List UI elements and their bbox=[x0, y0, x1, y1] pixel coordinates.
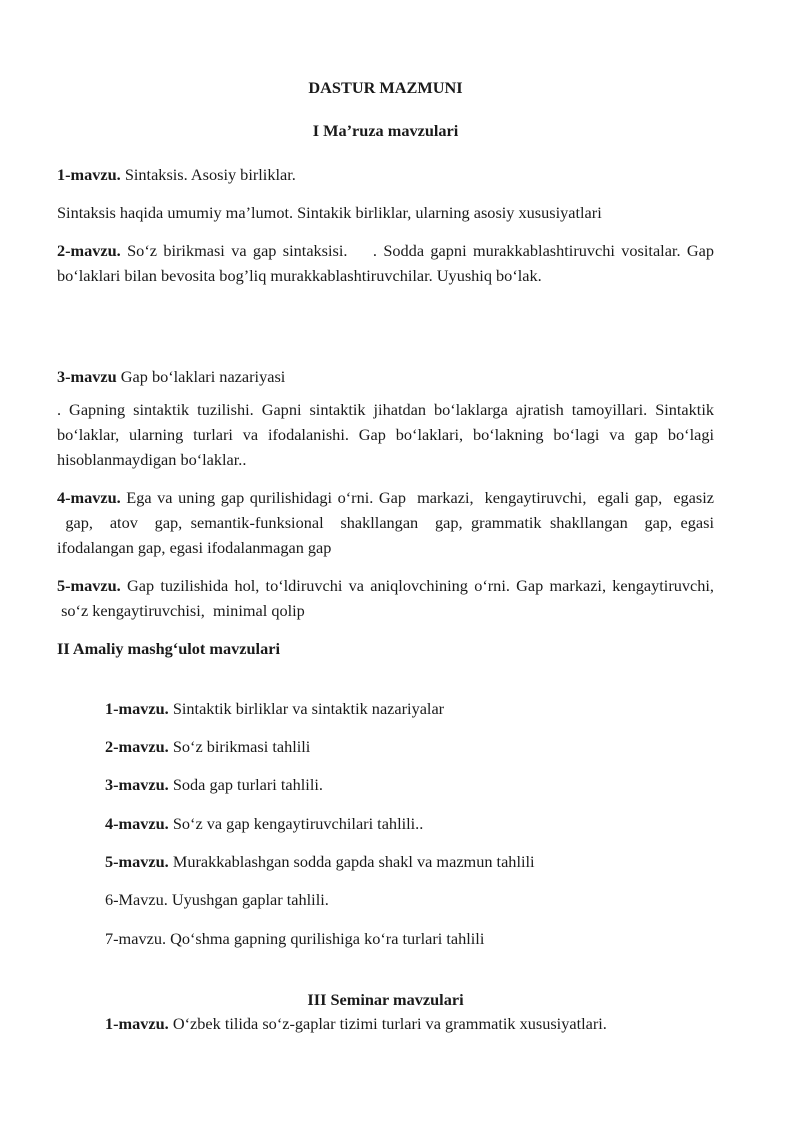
lecture-topic-3-description bbox=[57, 397, 714, 472]
topic-text: Sintaksis. Asosiy birliklar. bbox=[120, 165, 296, 184]
practical-topic-4 bbox=[105, 811, 725, 836]
topic-text: So‘z va gap kengaytiruvchilari tahlili.. bbox=[168, 814, 424, 833]
lecture-topic-5 bbox=[57, 573, 714, 623]
seminar-topic-1 bbox=[105, 1011, 725, 1036]
topic-label: 5-mavzu. bbox=[105, 852, 169, 871]
lecture-topic-2 bbox=[57, 238, 714, 288]
topic-label: 2-mavzu. bbox=[105, 737, 169, 756]
lecture-topic-4 bbox=[57, 485, 714, 560]
lecture-topic-1-description bbox=[57, 200, 714, 225]
topic-label: 3-mavzu. bbox=[105, 775, 169, 794]
topic-text: O‘zbek tilida so‘z-gaplar tizimi turlari va grammatik xususiyatlari. bbox=[168, 1014, 607, 1033]
lecture-topic-3 bbox=[57, 364, 714, 389]
lecture-topic-1 bbox=[57, 162, 714, 187]
topic-label: 4-mavzu. bbox=[105, 814, 169, 833]
topic-label: 1-mavzu. bbox=[57, 165, 121, 184]
section-heading-practical: II Amaliy mashg‘ulot mavzulari bbox=[57, 639, 280, 658]
topic-label: 4-mavzu. bbox=[57, 488, 121, 507]
topic-label: 2-mavzu. bbox=[57, 241, 121, 260]
topic-text: Murakkablashgan sodda gapda shakl va mazmun tahlili bbox=[168, 852, 535, 871]
practical-topic-1 bbox=[105, 696, 725, 721]
topic-text: Gap tuzilishida hol, to‘ldiruvchi va aniqlovchining o‘rni. Gap markazi, kengaytiruvchi, so‘z kengaytiruvchisi, minimal qolip bbox=[57, 576, 714, 620]
practical-topic-3 bbox=[105, 772, 725, 797]
practical-topic-2 bbox=[105, 734, 725, 759]
practical-topic-5 bbox=[105, 849, 725, 874]
topic-text: Sintaktik birliklar va sintaktik nazariyalar bbox=[168, 699, 445, 718]
document-title: DASTUR MAZMUNI bbox=[308, 78, 463, 97]
topic-label: 1-mavzu. bbox=[105, 699, 169, 718]
section-heading-lectures: I Ma’ruza mavzulari bbox=[312, 121, 459, 140]
topic-text: Gap bo‘laklari nazariyasi bbox=[116, 367, 286, 386]
topic-label: 5-mavzu. bbox=[57, 576, 121, 595]
topic-label: 3-mavzu bbox=[57, 367, 117, 386]
practical-topic-7 bbox=[105, 926, 725, 951]
topic-text: Soda gap turlari tahlili. bbox=[168, 775, 323, 794]
topic-label: 1-mavzu. bbox=[105, 1014, 169, 1033]
topic-text: . Gapning sintaktik tuzilishi. Gapni sintaktik jihatdan bo‘laklarga ajratish tamoyillari. Sintaktik bo‘laklar, ularning turlari va ifodalanishi. Gap bo‘laklari, bo‘lakning bo‘lagi va gap bo‘lagi hisoblanmaydigan bo‘laklar.. bbox=[57, 400, 714, 469]
practical-topic-6 bbox=[105, 887, 725, 912]
topic-text: Ega va uning gap qurilishidagi o‘rni. Gap markazi, kengaytiruvchi, egali gap, egasiz gap, atov gap, semantik-funksional shakllangan gap, grammatik shakllangan gap, egasi ifodalangan gap, egasi ifodalanmagan gap bbox=[57, 488, 714, 557]
topic-text: So‘z birikmasi va gap sintaksisi. . Sodda gapni murakkablashtiruvchi vositalar. Gap bo‘laklari bilan bevosita bog’liq murakkablashtiruvchilar. Uyushiq bo‘lak. bbox=[57, 241, 714, 285]
topic-text: Sintaksis haqida umumiy ma’lumot. Sintakik birliklar, ularning asosiy xususiyatlari bbox=[57, 203, 602, 222]
topic-text: 6-Mavzu. Uyushgan gaplar tahlili. bbox=[105, 890, 329, 909]
section-heading-seminar: III Seminar mavzulari bbox=[307, 990, 464, 1009]
topic-text: 7-mavzu. Qo‘shma gapning qurilishiga ko‘ra turlari tahlili bbox=[105, 929, 485, 948]
topic-text: So‘z birikmasi tahlili bbox=[168, 737, 311, 756]
